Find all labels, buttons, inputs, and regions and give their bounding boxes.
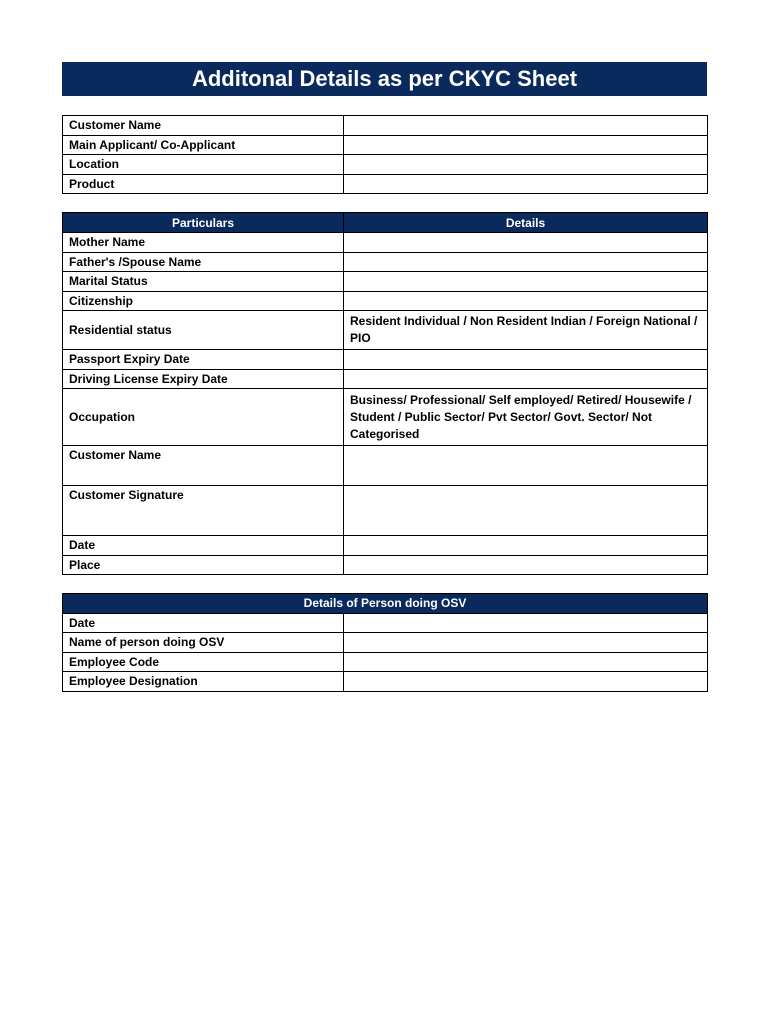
table-row xyxy=(63,446,708,486)
row-label: Residential status xyxy=(63,311,344,350)
osv-person-name-field[interactable] xyxy=(344,633,708,653)
table-row xyxy=(63,291,708,311)
place-field[interactable] xyxy=(344,555,708,575)
table-header-row xyxy=(63,594,708,614)
mother-name-field[interactable] xyxy=(344,233,708,253)
particulars-table xyxy=(62,212,708,575)
table-row xyxy=(63,613,708,633)
employee-code-field[interactable] xyxy=(344,652,708,672)
driving-license-expiry-field[interactable] xyxy=(344,369,708,389)
employee-designation-field[interactable] xyxy=(344,672,708,692)
table-row xyxy=(63,536,708,556)
column-header-details: Details xyxy=(344,213,708,233)
row-label: Employee Designation xyxy=(63,672,344,692)
table-row xyxy=(63,555,708,575)
row-label: Passport Expiry Date xyxy=(63,350,344,370)
customer-name-field[interactable] xyxy=(344,116,708,136)
row-label: Date xyxy=(63,536,344,556)
row-label: Place xyxy=(63,555,344,575)
table-row xyxy=(63,652,708,672)
row-label: Father's /Spouse Name xyxy=(63,252,344,272)
table-row xyxy=(63,272,708,292)
row-label: Customer Signature xyxy=(63,486,344,536)
table-row xyxy=(63,311,708,350)
row-label: Citizenship xyxy=(63,291,344,311)
table-row xyxy=(63,389,708,446)
table-row xyxy=(63,369,708,389)
occupation-field[interactable]: Business/ Professional/ Self employed/ Retired/ Housewife / Student / Public Sector/ Pvt Sector/ Govt. Sector/ Not Categorised xyxy=(344,389,708,446)
table-row xyxy=(63,252,708,272)
table-row xyxy=(63,350,708,370)
table-row xyxy=(63,116,708,136)
osv-date-field[interactable] xyxy=(344,613,708,633)
location-field[interactable] xyxy=(344,155,708,175)
osv-section-header: Details of Person doing OSV xyxy=(63,594,708,614)
row-label: Name of person doing OSV xyxy=(63,633,344,653)
customer-name-field[interactable] xyxy=(344,446,708,486)
row-label: Driving License Expiry Date xyxy=(63,369,344,389)
row-label: Marital Status xyxy=(63,272,344,292)
table-row xyxy=(63,174,708,194)
row-label: Customer Name xyxy=(63,116,344,136)
table-row xyxy=(63,155,708,175)
osv-table xyxy=(62,593,708,692)
page-title: Additonal Details as per CKYC Sheet xyxy=(62,62,707,96)
row-label: Main Applicant/ Co-Applicant xyxy=(63,135,344,155)
column-header-particulars: Particulars xyxy=(63,213,344,233)
table-row xyxy=(63,233,708,253)
row-label: Customer Name xyxy=(63,446,344,486)
customer-info-table xyxy=(62,115,708,194)
date-field[interactable] xyxy=(344,536,708,556)
passport-expiry-field[interactable] xyxy=(344,350,708,370)
table-row xyxy=(63,135,708,155)
row-label: Employee Code xyxy=(63,652,344,672)
marital-status-field[interactable] xyxy=(344,272,708,292)
row-label: Occupation xyxy=(63,389,344,446)
row-label: Mother Name xyxy=(63,233,344,253)
table-row xyxy=(63,672,708,692)
father-spouse-name-field[interactable] xyxy=(344,252,708,272)
table-row xyxy=(63,633,708,653)
citizenship-field[interactable] xyxy=(344,291,708,311)
row-label: Date xyxy=(63,613,344,633)
table-row xyxy=(63,486,708,536)
table-header-row xyxy=(63,213,708,233)
row-label: Product xyxy=(63,174,344,194)
applicant-type-field[interactable] xyxy=(344,135,708,155)
residential-status-field[interactable]: Resident Individual / Non Resident Indian / Foreign National / PIO xyxy=(344,311,708,350)
row-label: Location xyxy=(63,155,344,175)
customer-signature-field[interactable] xyxy=(344,486,708,536)
product-field[interactable] xyxy=(344,174,708,194)
